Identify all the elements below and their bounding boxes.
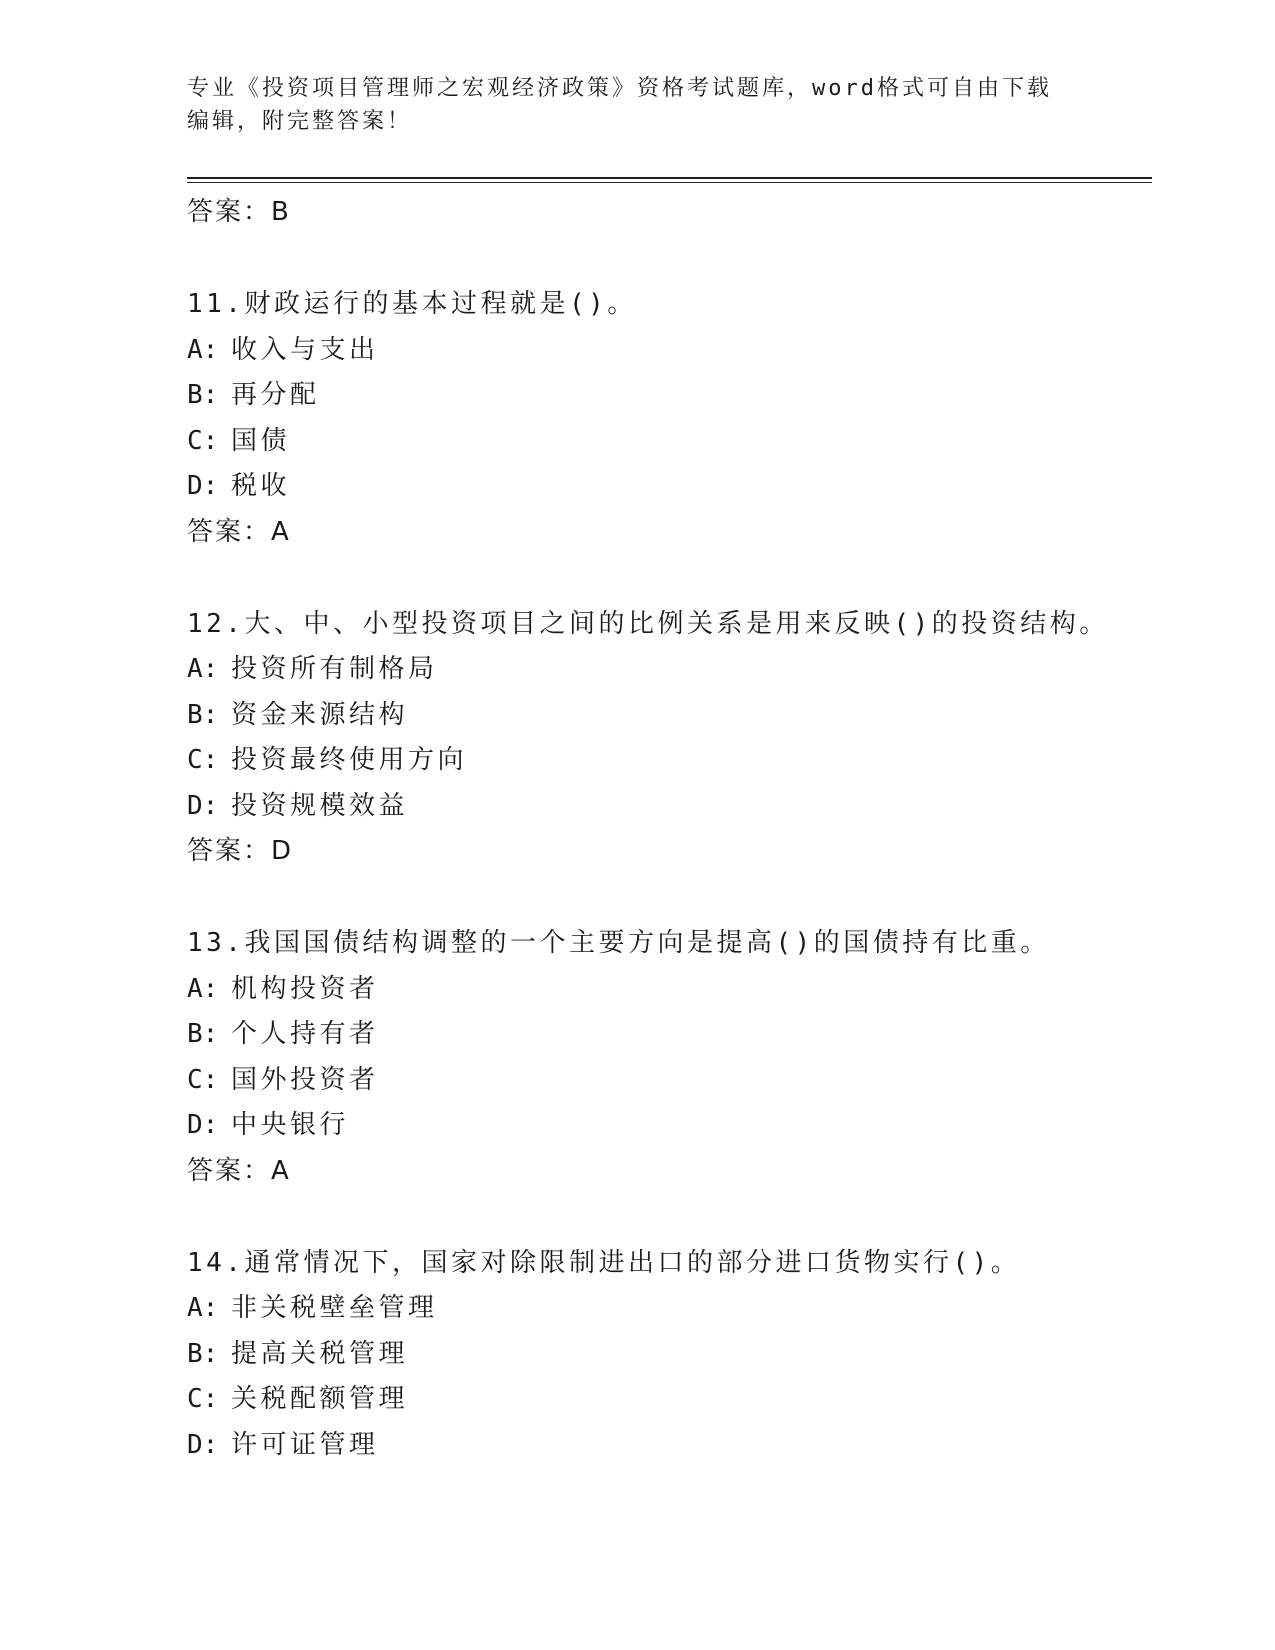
question-number: 12.: [187, 608, 245, 639]
option-c: [187, 1377, 1152, 1423]
option-b: [187, 1332, 1152, 1378]
option-c: [187, 1058, 1152, 1104]
option-text: 税收: [231, 471, 291, 501]
option-text: 投资规模效益: [231, 790, 409, 821]
option-text: 许可证管理: [231, 1429, 379, 1460]
option-key: C:: [187, 1064, 219, 1095]
answer-label: 答案：: [187, 197, 272, 227]
question-title: [187, 921, 1152, 967]
question-title: [187, 282, 1152, 328]
option-key: A:: [187, 973, 219, 1004]
question-title: [187, 602, 1152, 648]
question-block: [187, 1241, 1152, 1469]
spacer: [187, 1193, 1152, 1241]
option-key: C:: [187, 745, 219, 775]
question-text: 通常情况下，国家对除限制进出口的部分进口货物实行()。: [244, 1247, 1021, 1278]
option-a: [187, 328, 1152, 374]
option-b: [187, 1012, 1152, 1058]
spacer: [187, 873, 1152, 921]
spacer: [187, 234, 1152, 282]
option-key: D:: [187, 471, 219, 501]
option-key: A:: [187, 334, 219, 365]
answer-value: A: [271, 1155, 290, 1186]
option-key: B:: [187, 699, 219, 730]
option-key: A:: [187, 1293, 219, 1323]
answer-value: A: [271, 516, 290, 547]
header-rule-thin: [187, 182, 1152, 183]
question-title: [187, 1241, 1152, 1287]
option-b: [187, 373, 1152, 419]
option-c: [187, 738, 1152, 784]
option-a: [187, 967, 1152, 1013]
option-text: 资金来源结构: [231, 699, 409, 730]
option-key: B:: [187, 1338, 219, 1369]
question-number: 13.: [187, 928, 245, 958]
question-number: 11.: [187, 289, 245, 319]
option-text: 收入与支出: [231, 334, 379, 365]
option-text: 机构投资者: [231, 973, 379, 1004]
answer-label: 答案：: [187, 1155, 272, 1186]
question-text: 大、中、小型投资项目之间的比例关系是用来反映()的投资结构。: [244, 608, 1109, 639]
option-key: B:: [187, 1019, 219, 1049]
option-key: D:: [187, 790, 219, 821]
option-text: 中央银行: [231, 1110, 350, 1140]
option-a: [187, 647, 1152, 693]
option-text: 非关税壁垒管理: [231, 1293, 438, 1323]
answer-value: B: [271, 197, 290, 227]
document-header: 专业《投资项目管理师之宏观经济政策》资格考试题库，word格式可自由下载编辑，附完整答案！: [187, 76, 1052, 134]
question-list: [187, 190, 1152, 1468]
spacer: [187, 554, 1152, 602]
option-d: [187, 1103, 1152, 1149]
option-text: 投资所有制格局: [231, 654, 438, 684]
option-text: 个人持有者: [231, 1019, 379, 1049]
option-text: 国外投资者: [231, 1064, 379, 1095]
answer-value: D: [271, 836, 293, 866]
option-text: 国债: [231, 425, 291, 456]
answer-line: [187, 190, 1152, 234]
option-key: D:: [187, 1110, 219, 1140]
option-text: 再分配: [231, 380, 320, 410]
question-text: 财政运行的基本过程就是()。: [244, 289, 637, 319]
answer-label: 答案：: [187, 516, 272, 547]
option-key: B:: [187, 380, 219, 410]
answer-line: [187, 829, 1152, 873]
answer-label: 答案：: [187, 836, 272, 866]
option-key: C:: [187, 425, 219, 456]
option-a: [187, 1286, 1152, 1332]
question-text: 我国国债结构调整的一个主要方向是提高()的国债持有比重。: [244, 928, 1050, 958]
answer-line: [187, 510, 1152, 554]
question-number: 14.: [187, 1247, 245, 1278]
header-rule-thick: [187, 177, 1152, 179]
question-block: [187, 921, 1152, 1193]
option-d: [187, 1423, 1152, 1469]
question-block: [187, 602, 1152, 874]
option-text: 关税配额管理: [231, 1384, 409, 1414]
option-key: A:: [187, 654, 219, 684]
option-d: [187, 784, 1152, 830]
option-c: [187, 419, 1152, 465]
option-key: C:: [187, 1384, 219, 1414]
option-d: [187, 464, 1152, 510]
option-text: 投资最终使用方向: [231, 745, 468, 775]
option-key: D:: [187, 1429, 219, 1460]
option-text: 提高关税管理: [231, 1338, 409, 1369]
question-block: [187, 282, 1152, 554]
answer-line: [187, 1149, 1152, 1193]
option-b: [187, 693, 1152, 739]
